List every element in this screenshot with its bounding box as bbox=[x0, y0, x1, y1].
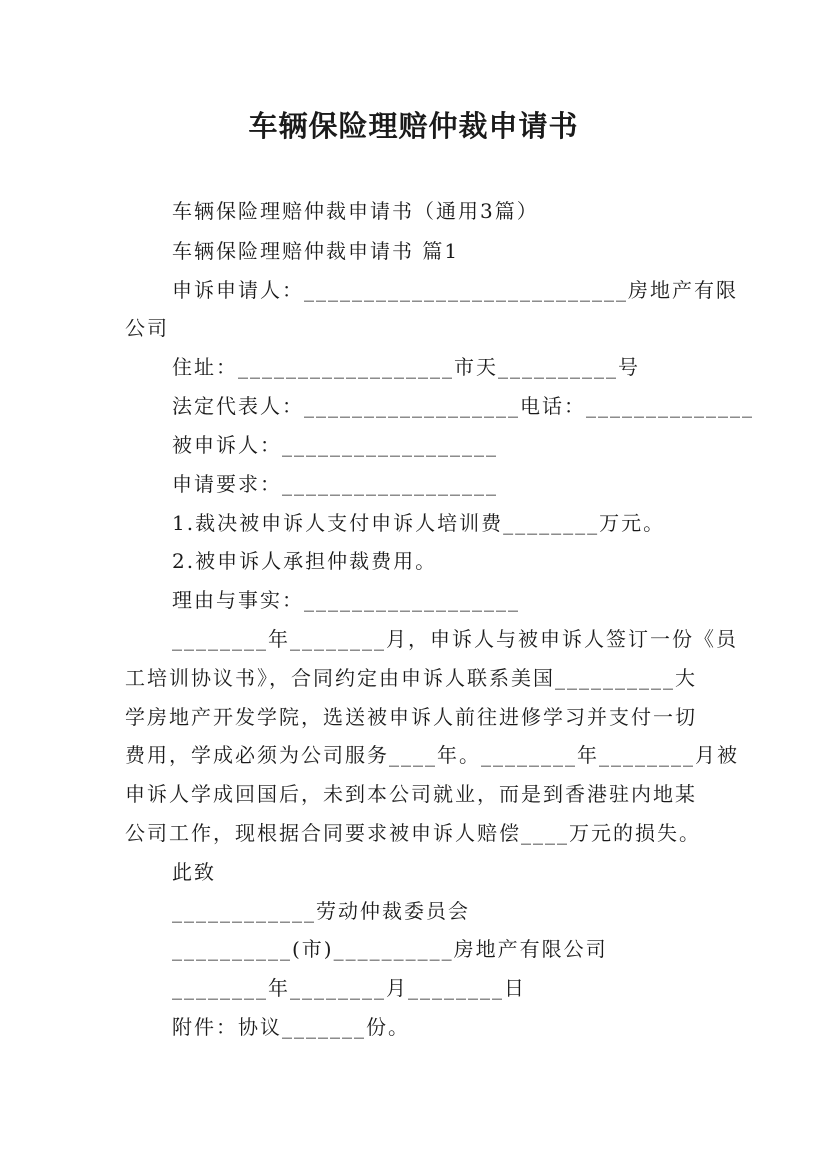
applicant-line: 申诉申请人：___________________________房地产有限 bbox=[172, 278, 738, 302]
section-heading: 车辆保险理赔仲裁申请书 篇1 bbox=[172, 239, 460, 263]
respondent-line: 被申诉人：__________________ bbox=[172, 433, 498, 457]
facts-paragraph-line-6: 公司工作，现根据合同要求被申诉人赔偿____万元的损失。 bbox=[125, 821, 701, 845]
date-line: ________年________月________日 bbox=[172, 976, 526, 1000]
salutation-line: 此致 bbox=[172, 860, 216, 884]
facts-paragraph-line-1: ________年________月，申诉人与被申诉人签订一份《员 bbox=[172, 627, 738, 651]
facts-paragraph-line-3: 学房地产开发学院，选送被申诉人前往进修学习并支付一切 bbox=[125, 705, 697, 729]
reasons-line: 理由与事实：__________________ bbox=[172, 588, 520, 612]
legal-representative-line: 法定代表人：__________________电话：______________ bbox=[172, 394, 754, 418]
document-title: 车辆保险理赔仲裁申请书 bbox=[248, 109, 579, 143]
address-line: 住址：__________________市天__________号 bbox=[172, 355, 640, 379]
facts-paragraph-line-5: 申诉人学成回国后，未到本公司就业，而是到香港驻内地某 bbox=[125, 782, 697, 806]
applicant-line-continued: 公司 bbox=[125, 316, 169, 340]
request-item-1: 1.裁决被申诉人支付申诉人培训费________万元。 bbox=[172, 511, 666, 535]
signatory-line: __________(市)__________房地产有限公司 bbox=[172, 937, 608, 961]
facts-paragraph-line-2: 工培训协议书》，合同约定由申诉人联系美国__________大 bbox=[125, 666, 697, 690]
request-item-2: 2.被申诉人承担仲裁费用。 bbox=[172, 549, 438, 573]
subtitle-line: 车辆保险理赔仲裁申请书（通用3篇） bbox=[172, 199, 539, 223]
attachment-line: 附件：协议_______份。 bbox=[172, 1015, 410, 1039]
facts-paragraph-line-4: 费用，学成必须为公司服务____年。________年________月被 bbox=[125, 743, 739, 767]
addressee-line: ____________劳动仲裁委员会 bbox=[172, 899, 470, 923]
request-line: 申请要求：__________________ bbox=[172, 472, 498, 496]
